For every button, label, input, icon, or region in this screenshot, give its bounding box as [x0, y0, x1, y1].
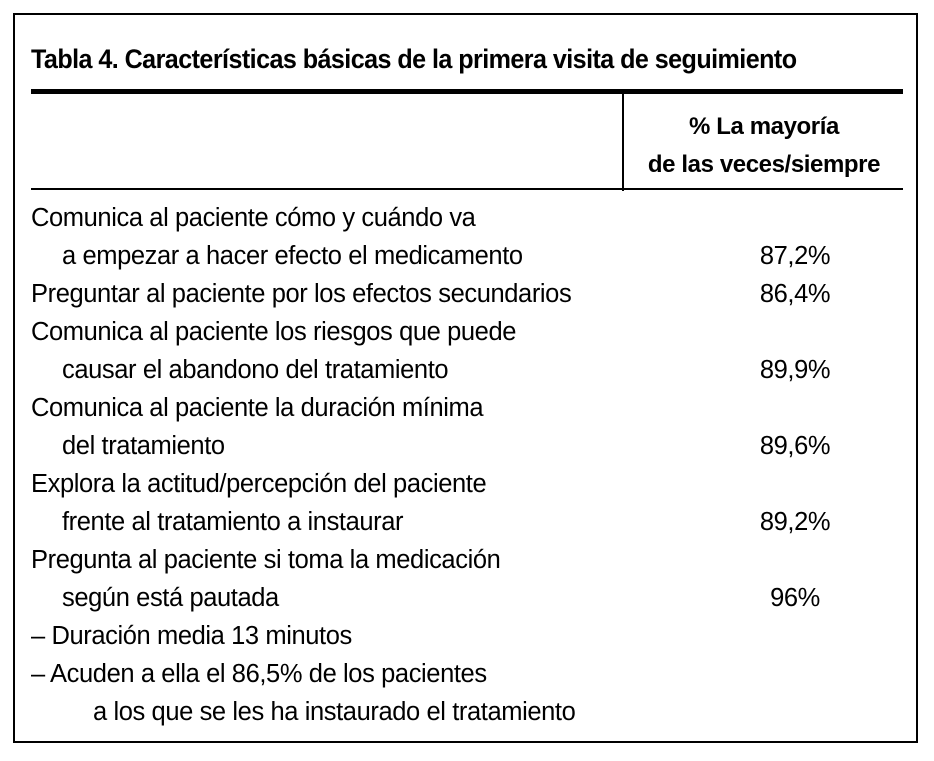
row-label-line1: Comunica al paciente los riesgos que puede [31, 318, 517, 346]
column-header-line1: % La mayoría [689, 113, 839, 140]
row-label-line2: del tratamiento [62, 432, 225, 460]
column-header [640, 108, 888, 184]
table-row-continuation [31, 503, 903, 541]
row-value: 96% [770, 584, 820, 612]
table-row [31, 465, 903, 503]
note-line [31, 655, 903, 693]
row-value: 89,6% [759, 432, 831, 460]
row-value: 86,4% [759, 280, 831, 308]
table-row [31, 199, 903, 237]
table-row-continuation [31, 579, 903, 617]
table-row-continuation [31, 427, 903, 465]
column-header-line2: de las veces/siempre [647, 151, 881, 178]
row-label-line1: Comunica al paciente cómo y cuándo va [31, 204, 476, 232]
row-label-line2: frente al tratamiento a instaurar [62, 508, 404, 536]
header-column-divider [622, 94, 624, 191]
note-line-continuation [31, 693, 903, 731]
table-title: Tabla 4. Características básicas de la primera visita de seguimiento [31, 44, 797, 74]
note-text: – Duración media 13 minutos [31, 622, 352, 650]
note-line [31, 617, 903, 655]
row-label-line2: a empezar a hacer efecto el medicamento [62, 242, 523, 270]
row-label-line1: Preguntar al paciente por los efectos secundarios [31, 280, 572, 308]
row-label-line2: causar el abandono del tratamiento [62, 356, 449, 384]
row-label-line1: Explora la actitud/percepción del paciente [31, 470, 487, 498]
table-row [31, 541, 903, 579]
note-text: – Acuden a ella el 86,5% de los pacientes [31, 660, 487, 688]
table-row [31, 313, 903, 351]
table-row-continuation [31, 237, 903, 275]
table-row-continuation [31, 351, 903, 389]
row-value: 89,2% [759, 508, 831, 536]
table-row [31, 389, 903, 427]
note-text-line2: a los que se les ha instaurado el tratamiento [93, 698, 576, 726]
row-value: 87,2% [759, 242, 831, 270]
table-body [31, 199, 903, 731]
row-value: 89,9% [759, 356, 831, 384]
row-label-line1: Comunica al paciente la duración mínima [31, 394, 484, 422]
row-label-line2: según está pautada [62, 584, 279, 612]
row-label-line1: Pregunta al paciente si toma la medicación [31, 546, 501, 574]
header-rule-thick [31, 89, 903, 94]
table-row [31, 275, 903, 313]
header-rule-thin [31, 188, 903, 190]
